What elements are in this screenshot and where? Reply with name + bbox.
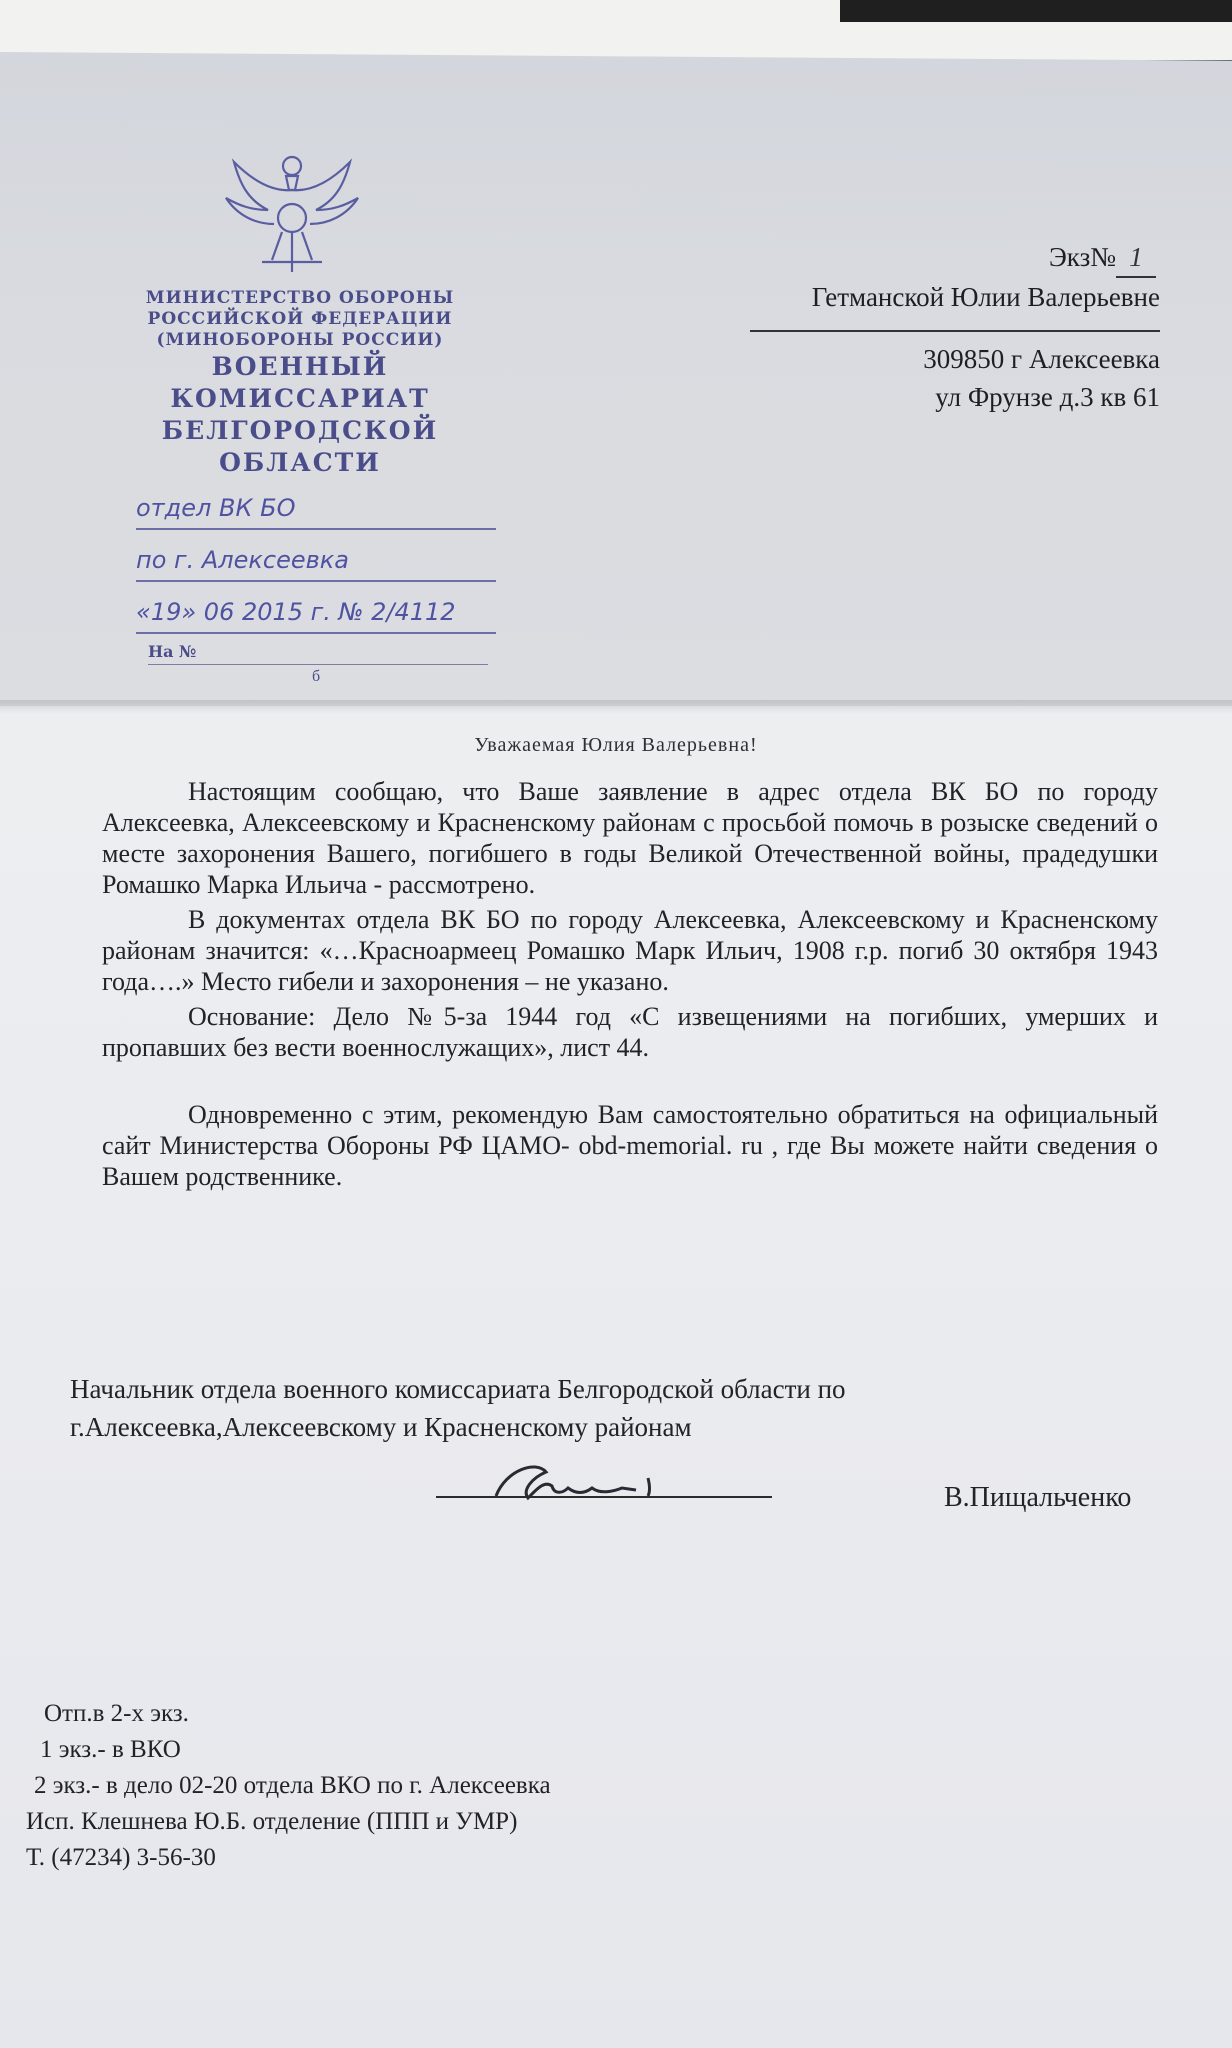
- footer-line: Отп.в 2-х экз.: [44, 1700, 189, 1727]
- ministry-name-line: РОССИЙСКОЙ ФЕДЕРАЦИИ: [147, 309, 453, 329]
- copy-label: Экз№: [1048, 242, 1116, 272]
- letterhead: [120, 288, 480, 479]
- handwritten-city: по г. Алексеевка: [136, 540, 496, 582]
- addressee-name: Гетманской Юлии Валерьевне: [811, 282, 1160, 312]
- letter-body: [102, 776, 1158, 1196]
- reference-number-field: [148, 640, 488, 665]
- handwritten-date-number: «19» 06 2015 г. № 2/4112: [136, 592, 496, 634]
- signature-line: [436, 1496, 772, 1498]
- commissariat-name-line: ВОЕННЫЙ КОМИССАРИАТ: [170, 352, 430, 413]
- footer-line: Т. (47234) 3-56-30: [26, 1844, 216, 1871]
- ministry-name-line: (МИНОБОРОНЫ РОССИИ): [156, 330, 444, 350]
- signature-position: [70, 1370, 1190, 1446]
- signer-name: В.Пищальченко: [944, 1482, 1132, 1513]
- handwritten-stamp-fields: [136, 488, 496, 644]
- footer-line: 1 экз.- в ВКО: [40, 1736, 181, 1763]
- commissariat-name-line: ОБЛАСТИ: [219, 448, 381, 477]
- footer-line: 2 экз.- в дело 02-20 отдела ВКО по г. Алексеевка: [34, 1772, 551, 1799]
- address-line: ул Фрунзе д.3 кв 61: [935, 382, 1160, 412]
- body-paragraph: Настоящим сообщаю, что Ваше заявление в адрес отдела ВК БО по городу Алексеевка, Алексеевскому и Красненскому районам с просьбой помочь в розыске сведений о месте захоронения Вашего, погибшего в годы Великой Отечественной войны, прадедушки Ромашко Марка Ильича - рассмотрено.: [102, 777, 1158, 899]
- commissariat-name-line: БЕЛГОРОДСКОЙ: [161, 416, 439, 445]
- ministry-emblem-icon: [212, 150, 372, 280]
- reference-page-mark: б: [312, 668, 321, 685]
- reference-label: На №: [148, 642, 197, 661]
- position-line: г.Алексеевка,Алексеевскому и Красненскому районам: [70, 1412, 692, 1442]
- body-paragraph: Одновременно с этим, рекомендую Вам самостоятельно обратиться на официальный сайт Министерства Обороны РФ ЦАМО- obd-memorial. ru , где Вы можете найти сведения о Вашем родственнике.: [102, 1100, 1158, 1191]
- divider: [750, 330, 1160, 332]
- address-line: 309850 г Алексеевка: [923, 344, 1160, 374]
- addressee-block: [740, 238, 1160, 416]
- paper-fold-crease: [0, 700, 1232, 714]
- handwritten-signature-icon: [436, 1450, 772, 1520]
- position-line: Начальник отдела военного комиссариата Белгородской области по: [70, 1374, 846, 1404]
- footer-line: Исп. Клешнева Ю.Б. отделение (ППП и УМР): [26, 1808, 518, 1835]
- ministry-name-line: МИНИСТЕРСТВО ОБОРОНЫ: [145, 288, 455, 308]
- body-paragraph: В документах отдела ВК БО по городу Алексеевка, Алексеевскому и Красненскому районам значится: «…Красноармеец Ромашко Марк Ильич, 1908 г.р. погиб 30 октября 1943 года….» Место гибели и захоронения – не указано.: [102, 905, 1158, 996]
- handwritten-department: отдел ВК БО: [136, 488, 496, 530]
- body-paragraph: Основание: Дело №5-за 1944 год «С извещениями на погибших, умерших и пропавших без вести военнослужащих», лист 44.: [102, 1002, 1158, 1062]
- copy-number-value: 1: [1116, 238, 1156, 278]
- salutation: Уважаемая Юлия Валерьевна!: [474, 734, 758, 756]
- copy-number: [740, 238, 1160, 278]
- background-object: [840, 0, 1232, 22]
- dispatch-notes: [26, 1696, 786, 1876]
- photo-background: [0, 0, 1232, 60]
